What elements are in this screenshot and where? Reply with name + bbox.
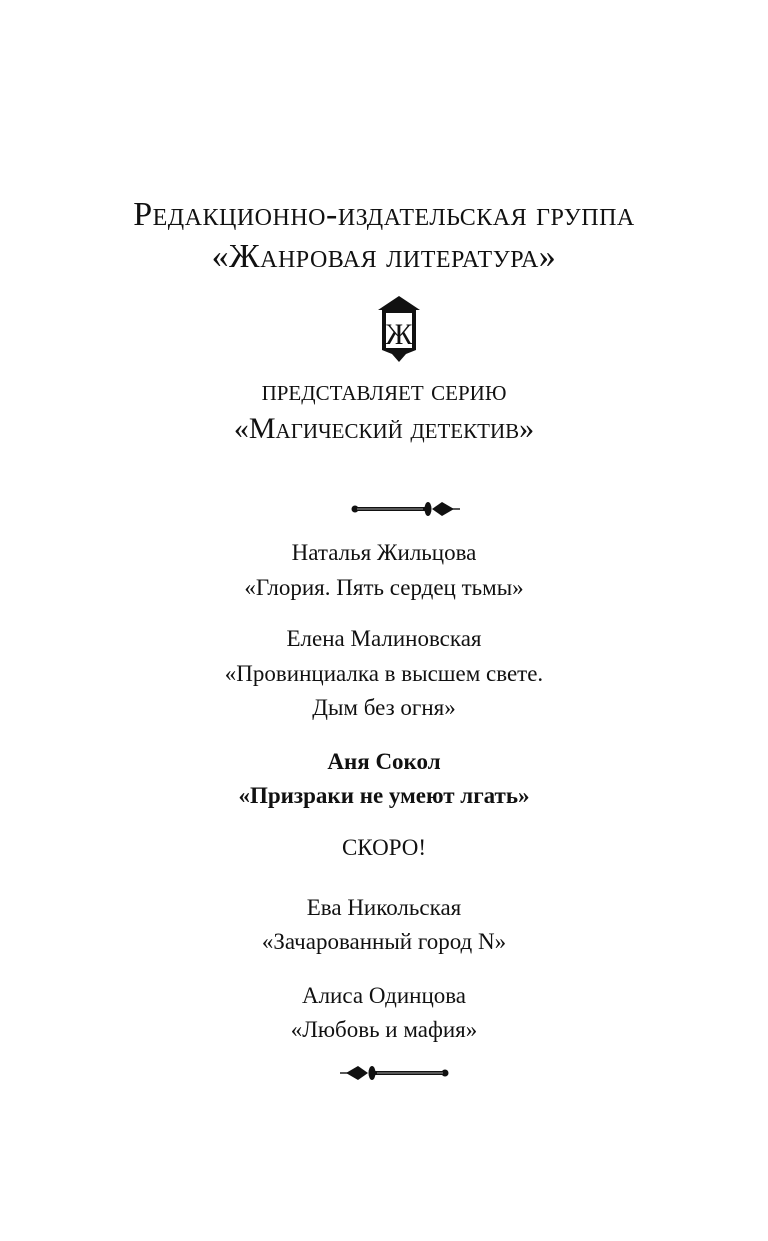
publisher-name-line2: «Жанровая литература» (211, 238, 557, 275)
series-intro: представляет серию (261, 374, 507, 407)
series-name: «Магический детектив» (233, 412, 535, 445)
book-1-author: Наталья Жильцова (291, 540, 477, 565)
book-1-title: «Глория. Пять сердец тьмы» (244, 575, 524, 600)
upcoming-2-title: «Любовь и мафия» (290, 1017, 478, 1042)
book-2-author: Елена Малиновская (286, 626, 482, 651)
ornament-divider-bottom (338, 1064, 450, 1082)
publisher-name-line1: Редакционно-издательская группа (133, 196, 635, 233)
book-3-author: Аня Сокол (327, 749, 441, 774)
lantern-logo-icon (376, 296, 422, 362)
upcoming-2-author: Алиса Одинцова (301, 983, 467, 1008)
svg-text:Ж: Ж (385, 318, 413, 351)
upcoming-1-author: Ева Никольская (306, 895, 462, 920)
book-3-title: «Призраки не умеют лгать» (238, 783, 530, 808)
ornament-divider-top (350, 500, 462, 518)
soon-label: СКОРО! (341, 835, 427, 860)
upcoming-1-title: «Зачарованный город N» (261, 929, 507, 954)
book-2-title-line1: «Провинциалка в высшем свете. (224, 661, 544, 686)
book-2-title-line2: Дым без огня» (312, 695, 456, 720)
